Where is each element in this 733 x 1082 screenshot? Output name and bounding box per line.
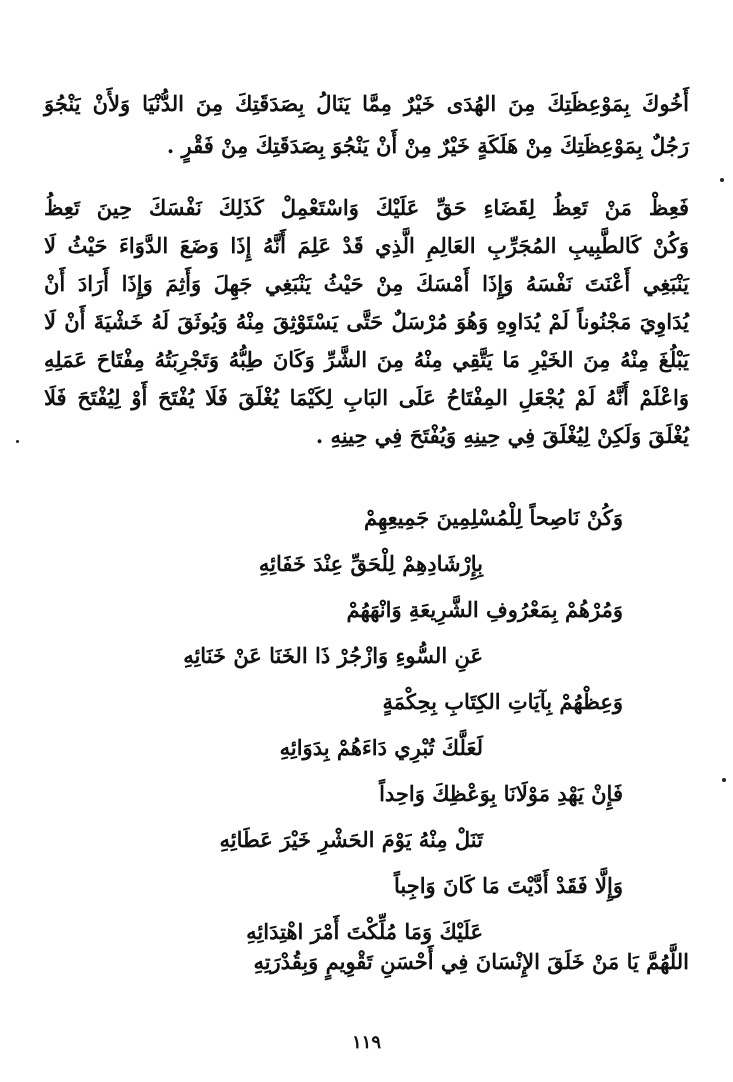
paragraph-2-line-6: وَاعْلَمْ أَنَّهُ لَمْ يُجْعَلِ المِفْتَاحُ عَلَى البَابِ لِكَيْمَا يُغْلَقَ فَلَا يُفْتَحَ أَوْ لِيُفْتَحَ فَلَا — [44, 385, 689, 410]
paragraph-2-line-5: يَبْلُغَ مِنْهُ مِنَ الخَيْرِ مَا يَتَّقِي مِنْهُ مِنَ الشَّرِّ وَكَانَ طِبُّهُ وَتَجْرِبَتُهُ مِفْتَاحَ عَمَلِهِ — [44, 347, 689, 372]
poem-line-2: بِإِرْشَادِهِمْ لِلْحَقِّ عِنْدَ خَفَائِهِ — [258, 551, 483, 576]
closing-line: اللَّهُمَّ يَا مَنْ خَلَقَ الإِنْسَانَ فِي أَحْسَنِ تَقْوِيمٍ وَبِقُدْرَتِهِ — [253, 949, 689, 974]
paragraph-1-line-2: رَجُلٌ بِمَوْعِظَتِكَ مِنْ هَلَكَةٍ خَيْرٌ مِنْ أَنْ يَنْجُوَ بِصَدَقَتِكَ مِنْ فَقْرٍ . — [166, 133, 689, 158]
poem-line-5: وَعِظْهُمْ بِآيَاتِ الكِتَابِ بِحِكْمَةٍ — [382, 689, 623, 714]
paragraph-2-line-3: يَنْبَغِي أَعْنَتَ نَفْسَهُ وَإِذَا أَمْسَكَ مِنْ حَيْثُ يَنْبَغِي جَهِلَ وَأَثِمَ وَإِذَا أَرَادَ أَنْ — [44, 271, 689, 296]
poem-line-8: تَنَلْ مِنْهُ يَوْمَ الحَشْرِ خَيْرَ عَطَائِهِ — [219, 827, 483, 852]
paragraph-1-line-1: أَخُوكَ بِمَوْعِظَتِكَ مِنَ الهُدَى خَيْرٌ مِمَّا يَنَالُ بِصَدَقَتِكَ مِنَ الدُّنْيَا وَلأَنْ يَنْجُوَ — [44, 91, 689, 116]
paragraph-2-line-1: فَعِظْ مَنْ تَعِظُ لِقَضَاءِ حَقِّ عَلَيْكَ وَاسْتَعْمِلْ كَذَلِكَ نَفْسَكَ حِينَ تَعِظُ — [44, 195, 689, 220]
page-number: ١١٩ — [351, 1032, 381, 1053]
poem-line-1: وَكُنْ نَاصِحاً لِلْمُسْلِمِينَ جَمِيعِهِمْ — [364, 505, 623, 530]
poem-line-9: وَإِلَّا فَقَدْ أَدَّيْتَ مَا كَانَ وَاجِباً — [393, 873, 623, 898]
poem-line-6: لَعَلَّكَ تُبْرِي دَاءَهُمْ بِدَوَائِهِ — [279, 735, 483, 760]
paragraph-2-line-4: يُدَاوِيَ مَجْنُوناً لَمْ يُدَاوِهِ وَهُوَ مُرْسَلٌ حَتَّى يَسْتَوْثِقَ مِنْهُ وَيُوثَقَ لَهُ خَشْيَةَ أَنْ لَا — [44, 309, 689, 334]
scan-speck-mark — [16, 440, 19, 443]
paragraph-2-line-7: يُغْلَقَ وَلَكِنْ لِيُغْلَقَ فِي حِينِهِ وَيُفْتَحَ فِي حِينِهِ . — [315, 423, 689, 448]
scan-speck-mark — [720, 178, 724, 182]
paragraph-2-line-2: وَكُنْ كَالطَّبِيبِ المُجَرِّبِ العَالِمِ الَّذِي قَدْ عَلِمَ أَنَّهُ إِذَا وَضَعَ الدَّوَاءَ حَيْثُ لَا — [44, 233, 689, 258]
poem-line-7: فَإِنْ يَهْدِ مَوْلَانَا بِوَعْظِكَ وَاحِداً — [379, 781, 623, 806]
poem-line-3: وَمُرْهُمْ بِمَعْرُوفِ الشَّرِيعَةِ وَانْهَهُمْ — [346, 597, 623, 622]
scan-speck-mark — [722, 778, 726, 782]
poem-line-10: عَلَيْكَ وَمَا مُلِّكْتَ أَمْرَ اهْتِدَائِهِ — [246, 919, 483, 944]
poem-line-4: عَنِ السُّوءِ وَازْجُرْ ذَا الخَنَا عَنْ خَنَائِهِ — [183, 643, 483, 668]
